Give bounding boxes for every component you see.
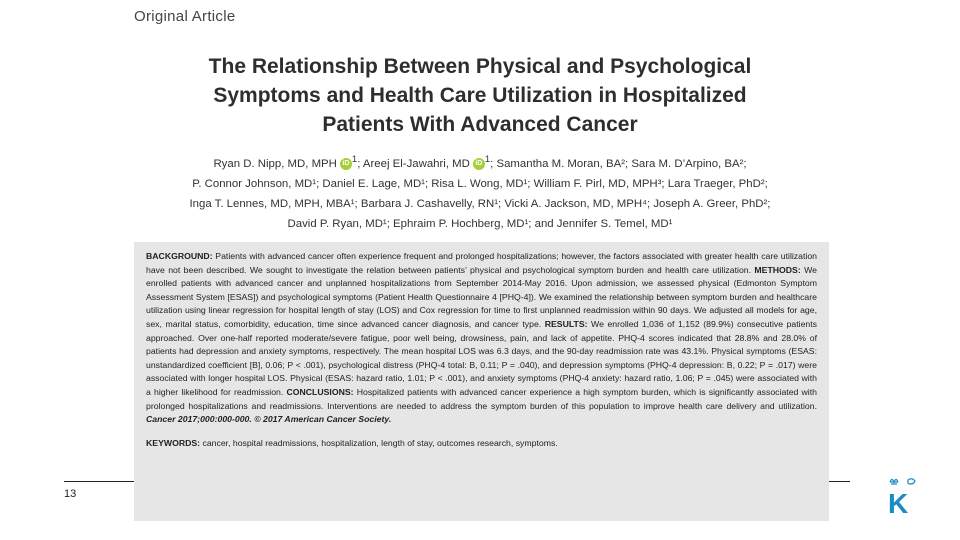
title-line: The Relationship Between Physical and Psychological [208,55,752,78]
methods-text: We enrolled patients with advanced cancer and unplanned hospitalizations from September 2014-May 2016. Upon admission, we assessed physical (Edmonton Symptom Assessment System [ESAS]) and psychological symptoms (Patient Health Questionnaire 4 [PHQ-4]). We examined the relationship between symptom burden and healthcare utilization using linear regression for hospital length of stay (LOS) and Cox regression for time to first unplanned readmission within 90 days. We adjusted all models for age, sex, marital status, comorbidity, education, time since advanced cancer diagnosis, and cancer type. [146,264,817,329]
author-list [150,150,810,234]
title-line: Symptoms and Health Care Utilization in Hospitalized [213,84,747,107]
results-text: We enrolled 1,036 of 1,152 (89.9%) consecutive patients approached. Over one-half reported moderate/severe fatigue, poor well being, drowsiness, pain, and lack of appetite. PHQ-4 scores indicated that 28.8% and 28.0% of patients had depression and anxiety symptoms, respectively. The mean hospital LOS was 6.3 days, and the 90-day readmission rate was 43.1%. Physical symptoms (ESAS: unstandardized coefficient [B], 0.06; P < .001), psychological distress (PHQ-4 total: B, 0.11; P = .040), and depression symptoms (PHQ-4 depression: B, 0.22; P = .017) were associated with longer hospital LOS. Physical (ESAS: hazard ratio, 1.01; P < .001), and anxiety symptoms (PHQ-4 anxiety: hazard ratio, 1.06; P = .045) were associated with a higher likelihood for readmission. [146,318,818,397]
abstract-box [134,242,829,521]
orcid-icon[interactable]: iD [473,158,485,170]
footer-rule-right [829,481,850,482]
footer-rule-left [64,481,134,482]
background-label: BACKGROUND: [146,251,213,261]
author-affiliation: 1 [484,154,491,165]
keywords-text: cancer, hospital readmissions, hospitalization, length of stay, outcomes research, symptoms. [200,437,558,448]
author-text: ; Samantha M. Moran, BA²; Sara M. D’Arpino, BA²; [490,157,747,170]
orcid-icon[interactable]: iD [340,158,352,170]
university-logo-icon [884,472,928,516]
citation-journal: Cancer [146,414,176,425]
author-text: ; Areej El-Jawahri, MD [357,157,470,170]
conclusions-label: CONCLUSIONS: [286,386,354,397]
keywords [146,437,817,451]
section-label: Original Article [134,8,236,25]
article-title [150,52,810,139]
author-text: Ryan D. Nipp, MD, MPH [213,157,337,170]
page-number: 13 [64,488,77,500]
citation-rest: 2017;000:000-000. © 2017 American Cancer Society. [175,414,392,425]
results-label: RESULTS: [544,318,588,329]
conclusions-text: Hospitalized patients with advanced cancer experience a high symptom burden, which is significantly associated with prolonged hospitalizations and readmissions. Interventions are needed to address the symptom burden of this population to improve health care delivery and utilization. [146,386,817,411]
keywords-label: KEYWORDS: [146,437,201,448]
author-line: David P. Ryan, MD¹; Ephraim P. Hochberg, MD¹; and Jennifer S. Temel, MD¹ [287,217,673,230]
methods-label: METHODS: [754,264,801,275]
author-line: P. Connor Johnson, MD¹; Daniel E. Lage, MD¹; Risa L. Wong, MD¹; William F. Pirl, MD, MPH³; Lara Traeger, PhD²; [192,177,768,190]
title-line: Patients With Advanced Cancer [322,113,638,136]
logo-letter: K [888,488,909,516]
author-line [150,150,810,174]
author-line: Inga T. Lennes, MD, MPH, MBA¹; Barbara J. Cashavelly, RN¹; Vicki A. Jackson, MD, MPH⁴; Joseph A. Greer, PhD²; [189,197,771,210]
background-text: Patients with advanced cancer often experience frequent and prolonged hospitalizations; however, the factors associated with greater health care utilization have not been described. We sought to investigate the relation between patients’ physical and psychological symptom burden and health care utilization. [146,251,817,275]
abstract-text [146,250,817,427]
author-affiliation: 1 [351,154,358,165]
